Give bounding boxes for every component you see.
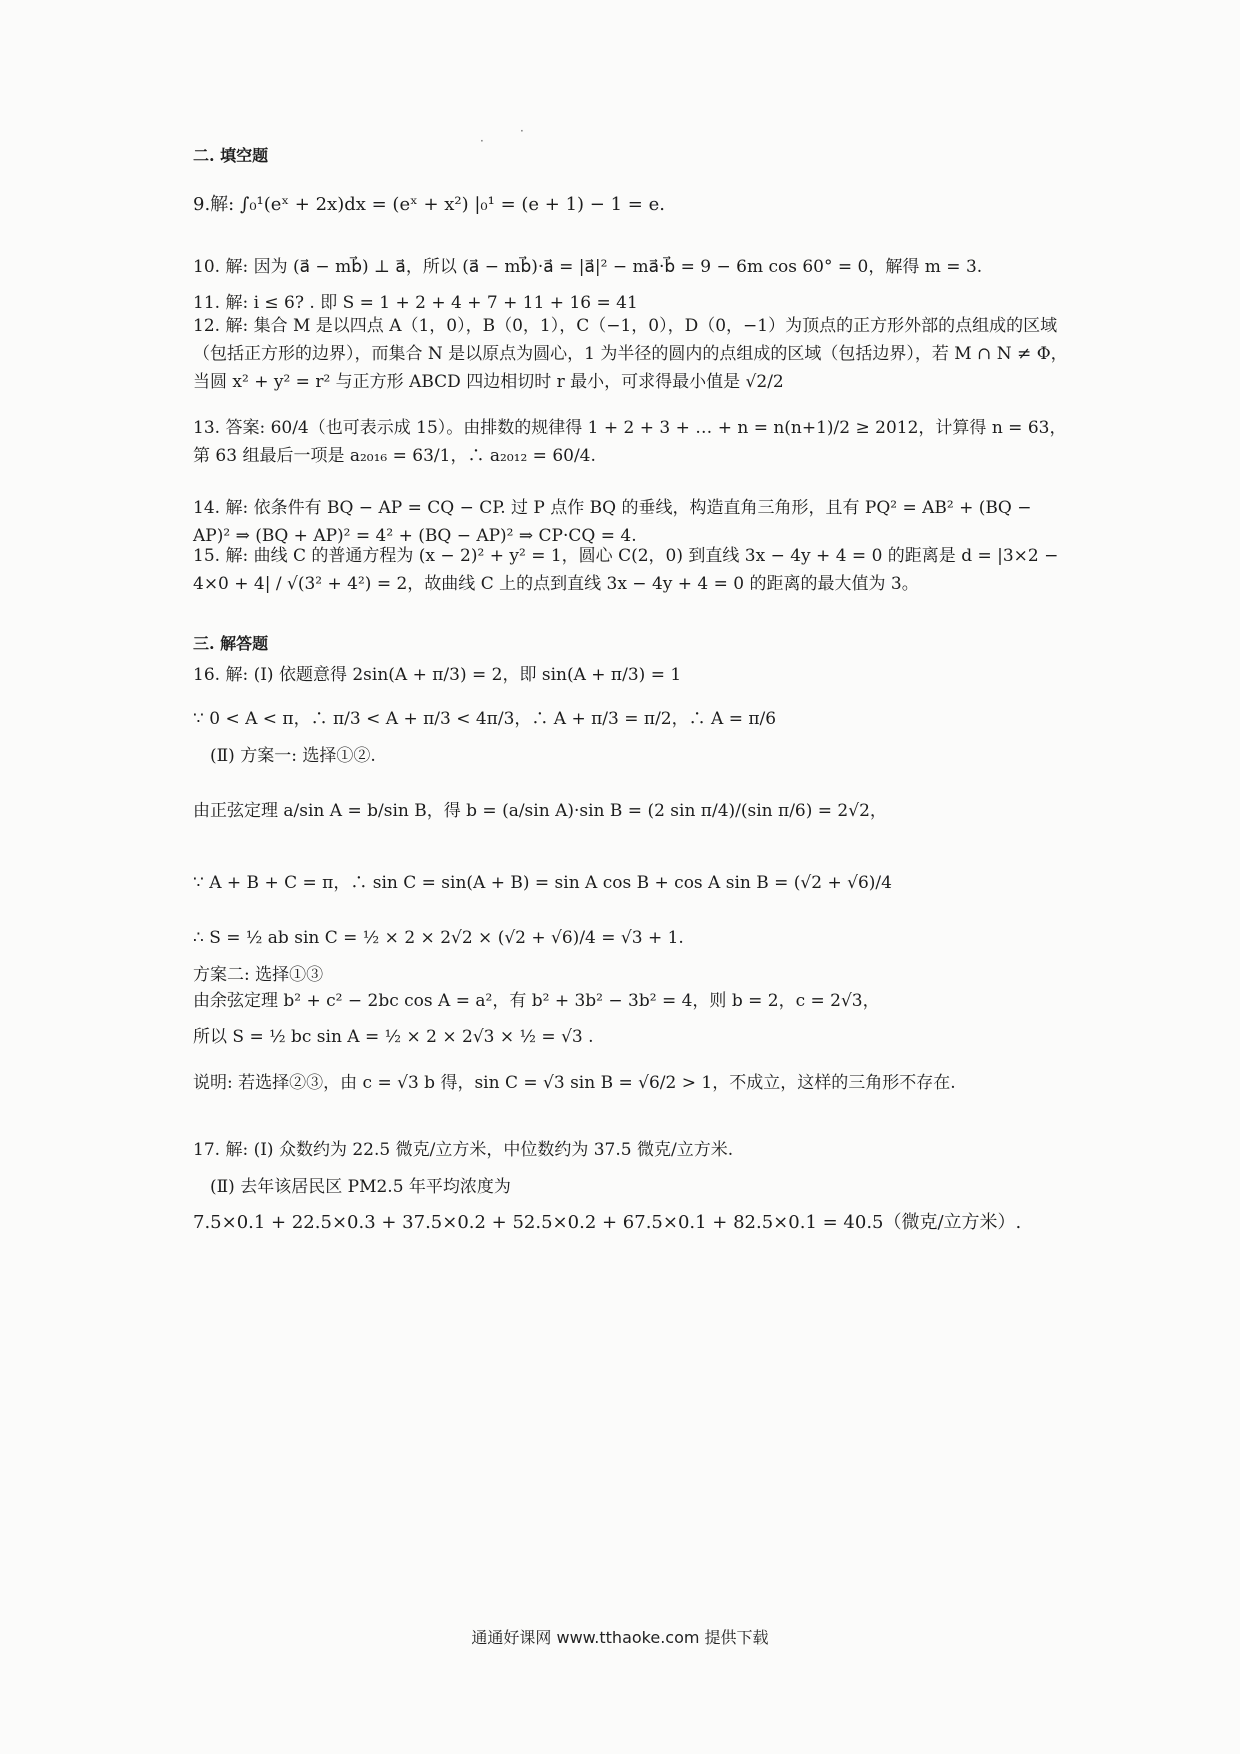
solution-16-area-plan1: ∴ S = ½ ab sin C = ½ × 2 × 2√2 × (√2 + √6)/4 = √3 + 1. (193, 928, 684, 948)
solution-16-part2-plan1: (Ⅱ) 方案一: 选择①②. (210, 746, 376, 766)
solution-16-cosine-law: 由余弦定理 b² + c² − 2bc cos A = a²，有 b² + 3b² − 3b² = 4，则 b = 2，c = 2√3， (193, 991, 880, 1011)
solution-11: 11. 解: i ≤ 6? . 即 S = 1 + 2 + 4 + 7 + 11 + 16 = 41 (193, 293, 638, 313)
section-heading-fill-in: 二. 填空题 (193, 146, 269, 165)
solution-12: 12. 解: 集合 M 是以四点 A（1，0），B（0，1），C（−1，0），D（0，−1）为顶点的正方形外部的点组成的区域（包括正方形的边界），而集合 N 是以原点为圆心，1 为半径的圆内的点组成的区域（包括边界），若 M ∩ N ≠ Φ，当圆 x² + y² = r² 与正方形 ABCD 四边相切时 r 最小，可求得最小值是 √2/2 (193, 316, 1068, 392)
solution-16-note: 说明: 若选择②③，由 c = √3 b 得，sin C = √3 sin B = √6/2 > 1，不成立，这样的三角形不存在. (193, 1073, 956, 1093)
solution-16-area-plan2: 所以 S = ½ bc sin A = ½ × 2 × 2√3 × ½ = √3 . (193, 1027, 594, 1047)
section-heading-answers: 三. 解答题 (193, 634, 269, 653)
solution-16-part1: 16. 解: (Ⅰ) 依题意得 2sin(A + π/3) = 2，即 sin(A + π/3) = 1 (193, 665, 682, 685)
solution-13: 13. 答案: 60/4（也可表示成 15）。由排数的规律得 1 + 2 + 3 + … + n = n(n+1)/2 ≥ 2012，计算得 n = 63，第 63 组最后一项是 a₂₀₁₆ = 63/1，∴ a₂₀₁₂ = 60/4. (193, 418, 1067, 466)
solution-17-calculation: 7.5×0.1 + 22.5×0.3 + 37.5×0.2 + 52.5×0.2 + 67.5×0.1 + 82.5×0.1 = 40.5（微克/立方米）. (193, 1212, 1022, 1233)
footer-watermark: 通通好课网 www.tthaoke.com 提供下载 (471, 1628, 769, 1647)
solution-16-range: ∵ 0 < A < π，∴ π/3 < A + π/3 < 4π/3，∴ A + π/3 = π/2，∴ A = π/6 (193, 709, 777, 729)
solution-16-plan2: 方案二: 选择①③ (193, 965, 324, 985)
scan-speck: · (520, 124, 524, 138)
solution-16-sinC: ∵ A + B + C = π，∴ sin C = sin(A + B) = sin A cos B + cos A sin B = (√2 + √6)/4 (193, 873, 892, 893)
scan-speck: · (480, 134, 484, 148)
solution-10: 10. 解: 因为 (a⃗ − mb⃗) ⊥ a⃗，所以 (a⃗ − mb⃗)·a⃗ = |a⃗|² − ma⃗·b⃗ = 9 − 6m cos 60° = 0，解得 m = 3. (193, 257, 983, 277)
solution-17-part1: 17. 解: (Ⅰ) 众数约为 22.5 微克/立方米，中位数约为 37.5 微克/立方米. (193, 1140, 734, 1160)
solution-9: 9.解: ∫₀¹(eˣ + 2x)dx = (eˣ + x²) |₀¹ = (e + 1) − 1 = e. (193, 194, 665, 215)
solution-14: 14. 解: 依条件有 BQ − AP = CQ − CP. 过 P 点作 BQ 的垂线，构造直角三角形，且有 PQ² = AB² + (BQ − AP)² ⇒ (BQ + AP)² = 4² + (BQ − AP)² ⇒ CP·CQ = 4. (193, 498, 1032, 546)
solution-17-part2: (Ⅱ) 去年该居民区 PM2.5 年平均浓度为 (210, 1177, 511, 1197)
solution-16-sine-law: 由正弦定理 a/sin A = b/sin B，得 b = (a/sin A)·sin B = (2 sin π/4)/(sin π/6) = 2√2， (193, 801, 887, 821)
solution-15: 15. 解: 曲线 C 的普通方程为 (x − 2)² + y² = 1，圆心 C(2，0) 到直线 3x − 4y + 4 = 0 的距离是 d = |3×2 − 4×0 + 4| / √(3² + 4²) = 2，故曲线 C 上的点到直线 3x − 4y + 4 = 0 的距离的最大值为 3。 (193, 546, 1059, 594)
